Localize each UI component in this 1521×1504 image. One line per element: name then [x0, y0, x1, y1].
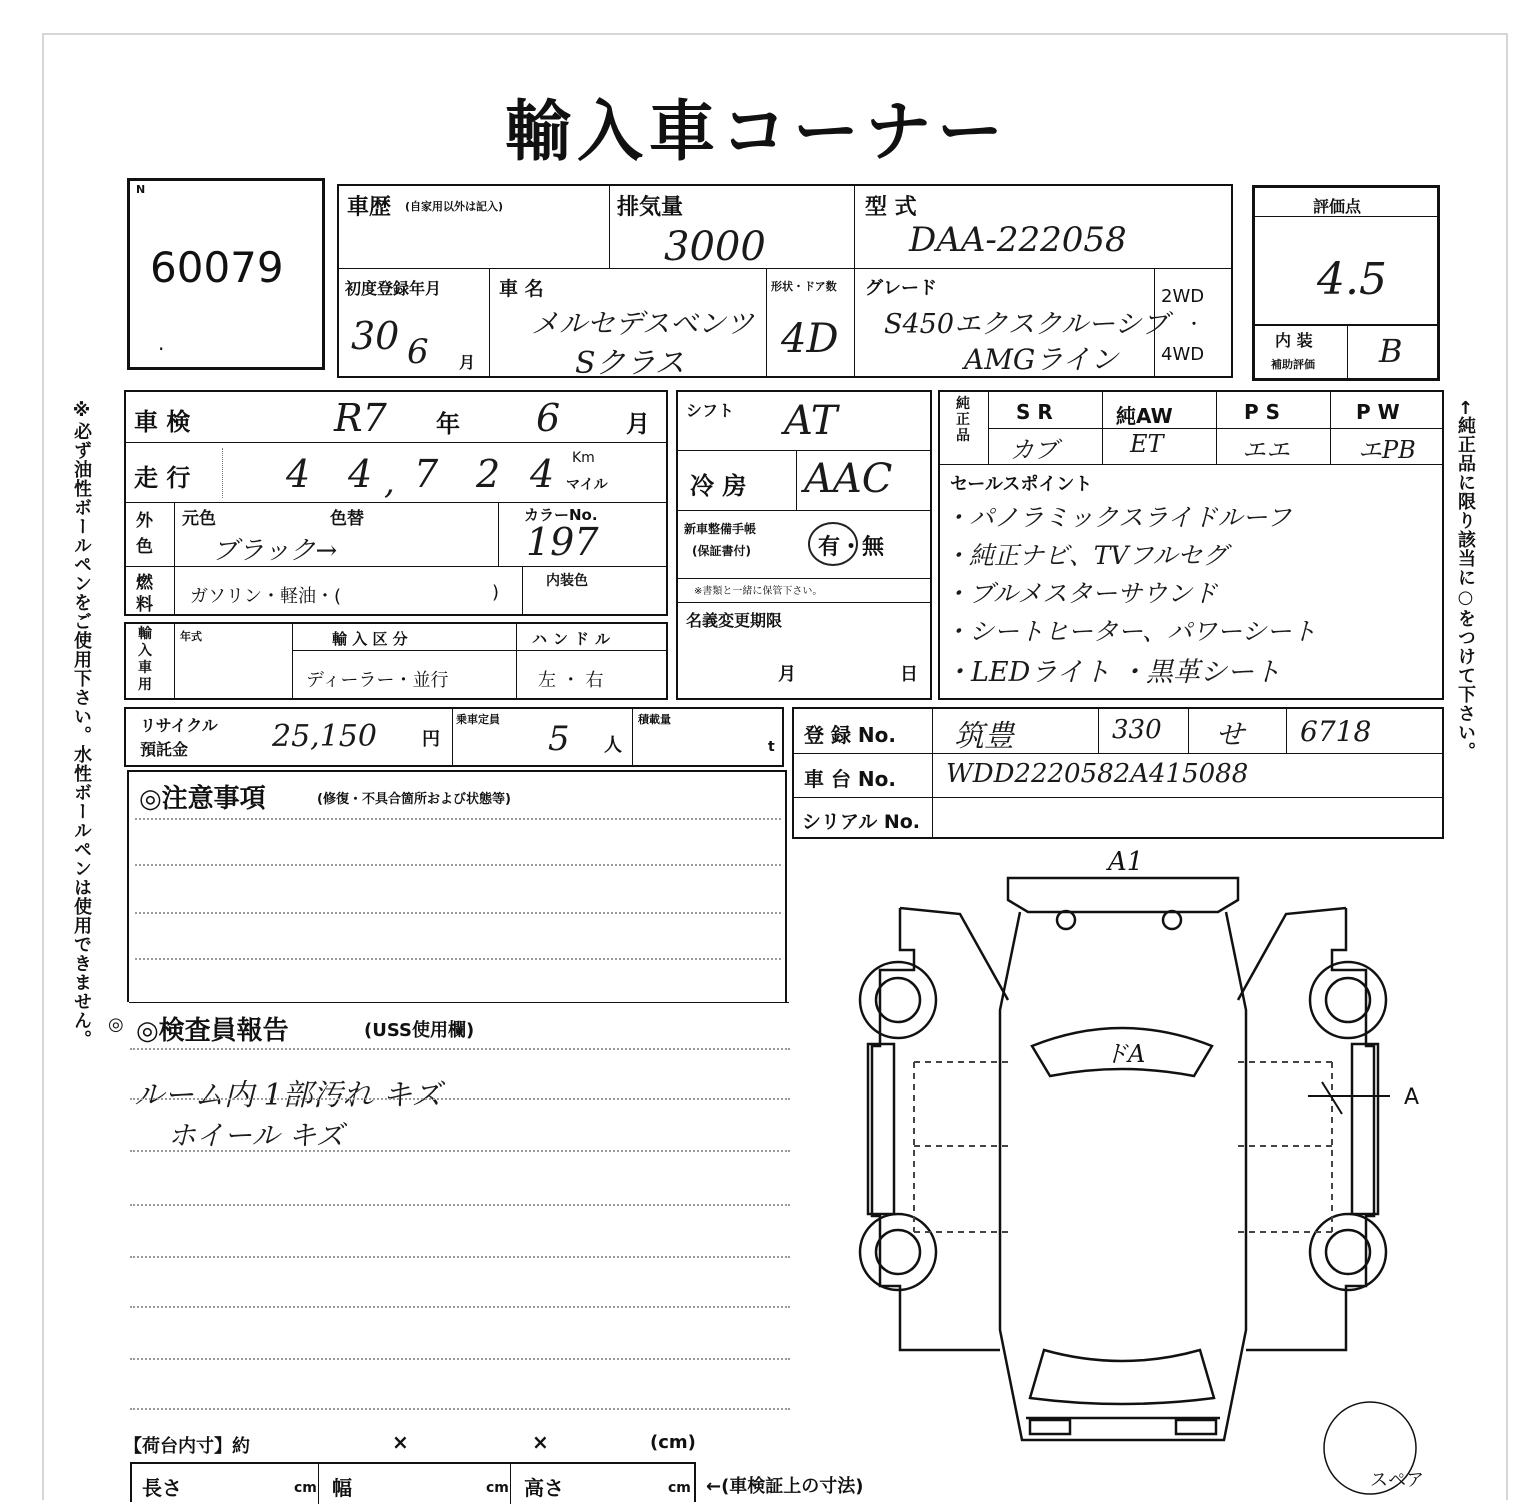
shift-label: シフト — [686, 401, 735, 420]
first-reg-label: 初度登録年月 — [345, 279, 442, 298]
genuine-item-4-name: P W — [1356, 400, 1400, 424]
fuel-close: ) — [492, 582, 500, 603]
interior-value: B — [1379, 332, 1403, 370]
recycle-unit: 円 — [422, 729, 440, 750]
serial-label: シリアル No. — [802, 811, 921, 833]
mileage-unit-km: Km — [572, 450, 595, 466]
cargo-width-label: 幅 — [332, 1476, 352, 1500]
handle-value: 左 ・ 右 — [538, 670, 604, 691]
diagram-mark-top: A1 — [1108, 847, 1144, 877]
import-block — [124, 622, 668, 700]
mileage-label: 走 行 — [134, 464, 191, 492]
cargo-label: 【荷台内寸】約 — [124, 1436, 250, 1457]
lot-number: 60079 — [150, 243, 284, 292]
color-change-label: 色替 — [330, 509, 364, 529]
cargo-block — [124, 1428, 964, 1500]
car-damage-diagram — [850, 847, 1424, 1491]
lot-mark: N — [136, 183, 146, 196]
sales-line-5: ・LEDライト ・黒革シート — [944, 657, 1282, 688]
mileage-digit-3: 7 — [414, 452, 439, 496]
inspection-year-unit: 年 — [436, 410, 460, 438]
notes-title: ◎注意事項 — [139, 784, 266, 814]
cargo-height-label: 高さ — [524, 1476, 564, 1500]
cargo-arrow-note: ←(車検証上の寸法) — [706, 1476, 864, 1497]
cargo-length-cm: cm — [294, 1480, 317, 1496]
load-label: 積載量 — [638, 713, 671, 726]
inspection-month-unit: 月 — [626, 410, 650, 438]
name-change-month: 月 — [778, 664, 796, 685]
drive-sep: ・ — [1187, 317, 1201, 333]
genuine-item-3-name: P S — [1244, 400, 1281, 424]
doors-value: 4D — [781, 316, 839, 362]
page-title: 輸入車コーナー — [505, 93, 1009, 170]
car-name-line1: メルセデスベンツ — [531, 307, 754, 340]
genuine-item-2-value: ET — [1130, 430, 1164, 458]
registration-region: 筑豊 — [954, 719, 1014, 754]
mileage-digit-1: 4 — [286, 452, 311, 496]
record-label-2: (保証書付) — [692, 544, 751, 558]
inspection-block — [124, 390, 668, 616]
shift-block — [676, 390, 932, 700]
record-choice: 有・無 — [818, 535, 885, 560]
inspector-subtitle: (USS使用欄) — [364, 1020, 475, 1041]
lot-number-box — [127, 178, 325, 370]
notes-subtitle: (修復・不具合箇所および状態等) — [317, 792, 511, 807]
grade-line1: S450エクスクルーシブ — [884, 309, 1169, 340]
score-label: 評価点 — [1313, 197, 1362, 216]
cargo-width-cm: cm — [486, 1480, 509, 1496]
cargo-height-cm: cm — [668, 1480, 691, 1496]
model-label: 型 式 — [865, 195, 917, 220]
color-no-value: 197 — [526, 520, 599, 564]
inspector-block — [108, 1010, 798, 1430]
recycle-label-1: リサイクル — [140, 716, 218, 735]
doors-label: 形状・ドア数 — [771, 280, 837, 293]
genuine-item-3-value: エエ — [1242, 436, 1290, 464]
genuine-item-4-value: エPB — [1358, 436, 1416, 464]
drive-2wd: 2WD — [1161, 286, 1205, 307]
genuine-label: 純正品 — [956, 396, 970, 444]
color-no-label: カラーNo. — [524, 506, 598, 524]
cargo-dimension-row — [130, 1462, 696, 1502]
genuine-item-1-value: カブ — [1010, 436, 1058, 464]
ac-label: 冷 房 — [690, 472, 747, 500]
registration-number: 6718 — [1300, 715, 1372, 748]
first-reg-year: 30 — [351, 314, 400, 358]
import-label: 輸入車用 — [138, 626, 152, 693]
inspector-line-2: ホイール キズ — [168, 1119, 344, 1152]
import-class-value: ディーラー・並行 — [306, 670, 449, 691]
chassis-label: 車 台 No. — [804, 767, 897, 791]
right-side-note: ←純正品に限り該当に○をつけて下さい。 — [1455, 400, 1476, 762]
ac-value: AAC — [804, 456, 893, 502]
inspector-line-1: ルーム内 1部汚れ キズ — [134, 1078, 442, 1113]
sales-line-3: ・ブルメスターサウンド — [944, 579, 1218, 608]
genuine-parts-block — [938, 390, 1444, 700]
recycle-label-2: 預託金 — [140, 740, 189, 759]
registration-class: 330 — [1112, 715, 1162, 745]
capacity-label: 乗車定員 — [456, 713, 500, 726]
first-reg-unit: 月 — [459, 353, 476, 372]
displacement-value: 3000 — [664, 224, 766, 270]
orig-color-label: 元色 — [182, 509, 216, 529]
sales-line-2: ・純正ナビ、TVフルセグ — [944, 541, 1228, 570]
left-side-note: ※必ず油性ボールペンをご使用下さい。水性ボールペンは使用できません。 — [71, 400, 92, 1049]
record-label-1: 新車整備手帳 — [684, 522, 757, 536]
handle-label: ハンドル — [532, 630, 617, 648]
mileage-digit-5: 4 — [530, 452, 555, 496]
car-name-label: 車 名 — [499, 278, 544, 300]
import-year-label: 年式 — [180, 630, 202, 643]
score-value: 4.5 — [1317, 254, 1387, 305]
genuine-item-1-name: S R — [1016, 400, 1053, 424]
inspection-month: 6 — [536, 396, 561, 440]
mileage-digit-2: 4 — [348, 452, 373, 496]
car-name-line2: Sクラス — [575, 346, 685, 381]
drive-4wd: 4WD — [1161, 344, 1205, 365]
fuel-label: 燃料 — [136, 573, 153, 615]
first-reg-month: 6 — [407, 332, 429, 372]
vehicle-info-grid — [337, 184, 1233, 381]
cargo-x-1: × — [392, 1430, 409, 1454]
shift-value: AT — [784, 398, 838, 444]
history-note: (自家用以外は記入) — [405, 200, 504, 213]
inspection-label: 車 検 — [134, 408, 191, 436]
recycle-block — [124, 707, 784, 767]
sales-line-4: ・シートヒーター、パワーシート — [944, 617, 1317, 646]
record-circle-icon — [808, 522, 858, 566]
orig-color-value: ブラック→ — [212, 536, 338, 566]
cargo-unit: (cm) — [650, 1432, 696, 1453]
cargo-length-label: 長さ — [142, 1476, 182, 1500]
inspector-mark: ◎ — [108, 1014, 124, 1035]
inspection-era: R7 — [334, 396, 387, 440]
displacement-label: 排気量 — [617, 195, 684, 220]
capacity-value: 5 — [548, 719, 570, 759]
mileage-digit-4: 2 — [476, 452, 501, 496]
score-box — [1252, 185, 1440, 381]
sales-line-1: ・パノラミックスライドルーフ — [944, 503, 1292, 532]
registration-label: 登 録 No. — [804, 723, 897, 747]
load-unit: t — [768, 739, 775, 755]
mileage-comma: , — [384, 462, 395, 502]
model-value: DAA-222058 — [909, 220, 1127, 260]
interior-label: 内 装 — [1275, 331, 1313, 350]
grade-line2: AMGライン — [964, 343, 1119, 376]
genuine-item-2-name: 純AW — [1116, 404, 1173, 428]
inspector-title: ◎検査員報告 — [136, 1016, 289, 1046]
exterior-label: 外色 — [136, 511, 153, 557]
lot-dot: . — [158, 331, 165, 355]
diagram-windshield-mark: ドA — [1104, 1040, 1146, 1068]
name-change-day: 日 — [900, 664, 918, 685]
sales-label: セールスポイント — [950, 474, 1093, 495]
fuel-options: ガソリン・軽油・( — [190, 586, 342, 607]
name-change-label: 名義変更期限 — [686, 611, 783, 630]
capacity-unit: 人 — [604, 735, 622, 756]
recycle-value: 25,150 — [272, 719, 377, 754]
grade-label: グレード — [865, 278, 937, 299]
interior-color-label: 内装色 — [546, 573, 588, 589]
mileage-unit-mile: マイル — [566, 477, 608, 493]
spare-label: スペア — [1370, 1470, 1424, 1491]
notes-block — [127, 770, 787, 1002]
interior-sub: 補助評価 — [1271, 358, 1315, 371]
registration-block — [792, 707, 1444, 839]
chassis-value: WDD2220582A415088 — [946, 759, 1249, 789]
registration-kana: せ — [1216, 718, 1245, 751]
import-class-label: 輸 入 区 分 — [332, 630, 408, 648]
record-note: ※書類と一緒に保管下さい。 — [694, 586, 823, 597]
history-label: 車歴 — [347, 195, 392, 220]
diagram-mark-side: A — [1404, 1085, 1420, 1110]
cargo-x-2: × — [532, 1430, 549, 1454]
